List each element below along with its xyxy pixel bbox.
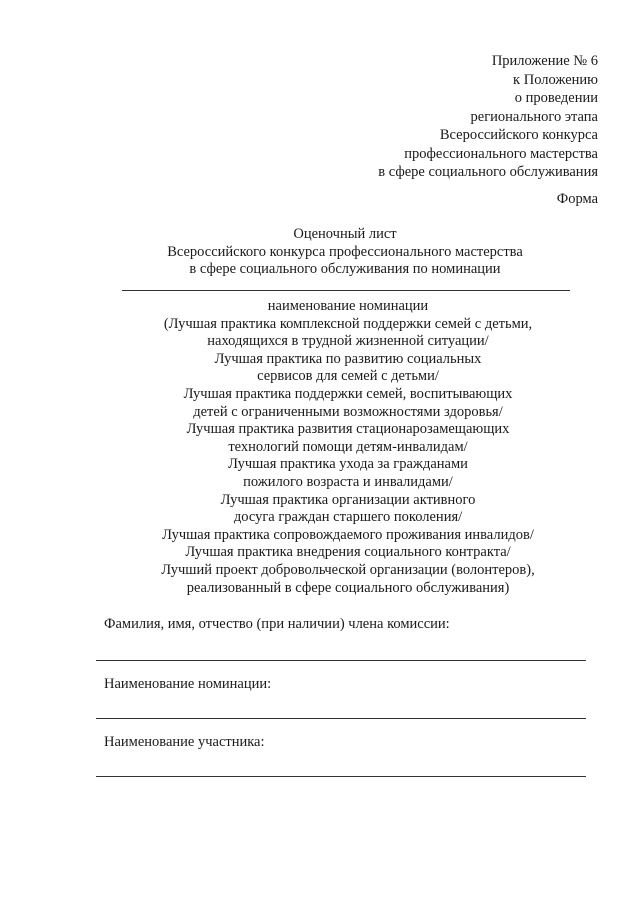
title-line: Оценочный лист <box>293 226 397 242</box>
nomination-line: Лучшая практика поддержки семей, воспитывающих <box>183 385 513 402</box>
appendix-block <box>298 52 598 182</box>
appendix-line: Всероссийского конкурса <box>439 127 598 143</box>
nomination-line: (Лучшая практика комплексной поддержки семей с детьми, <box>163 315 533 332</box>
nomination-caption: наименование номинации <box>267 298 429 314</box>
nominations-list <box>120 298 576 597</box>
nomination-line: досуга граждан старшего поколения/ <box>233 509 463 526</box>
appendix-line: о проведении <box>514 90 598 106</box>
member-name-field[interactable] <box>96 660 586 661</box>
nomination-line: пожилого возраста и инвалидами/ <box>243 473 453 490</box>
appendix-line: регионального этапа <box>470 108 598 125</box>
appendix-line: профессионального мастерства <box>404 145 598 162</box>
form-label: Форма <box>556 191 598 207</box>
participant-name-field[interactable] <box>96 776 586 777</box>
nomination-name-field[interactable] <box>96 718 586 719</box>
nomination-line: Лучшая практика внедрения социального контракта/ <box>185 544 511 561</box>
nomination-line: реализованный в сфере социального обслуживания) <box>186 579 510 596</box>
appendix-line: Приложение № 6 <box>491 53 598 69</box>
nomination-line: технологий помощи детям-инвалидам/ <box>228 438 468 455</box>
nomination-line: Лучшая практика сопровождаемого проживания инвалидов/ <box>162 526 534 543</box>
nomination-line: сервисов для семей с детьми/ <box>257 368 439 385</box>
nomination-name-label: Наименование номинации: <box>104 676 272 692</box>
appendix-line: к Положению <box>513 71 598 88</box>
appendix-line: в сфере социального обслуживания <box>378 164 598 180</box>
nomination-blank-line <box>122 290 570 291</box>
nomination-line: Лучшая практика ухода за гражданами <box>228 456 468 473</box>
nomination-line: Лучшая практика организации активного <box>220 491 476 508</box>
document-title <box>120 226 570 279</box>
nomination-line: находящихся в трудной жизненной ситуации/ <box>207 333 489 350</box>
nomination-line: Лучший проект добровольческой организации (волонтеров), <box>161 561 535 578</box>
title-line: Всероссийского конкурса профессионального мастерства <box>167 243 523 260</box>
title-line: в сфере социального обслуживания по номинации <box>189 261 501 277</box>
nomination-line: детей с ограниченными возможностями здоровья/ <box>193 403 503 420</box>
nomination-line: Лучшая практика по развитию социальных <box>214 350 482 367</box>
nomination-line: Лучшая практика развития стационарозамещающих <box>186 421 510 438</box>
participant-name-label: Наименование участника: <box>104 734 265 750</box>
member-name-label: Фамилия, имя, отчество (при наличии) члена комиссии: <box>104 616 450 632</box>
